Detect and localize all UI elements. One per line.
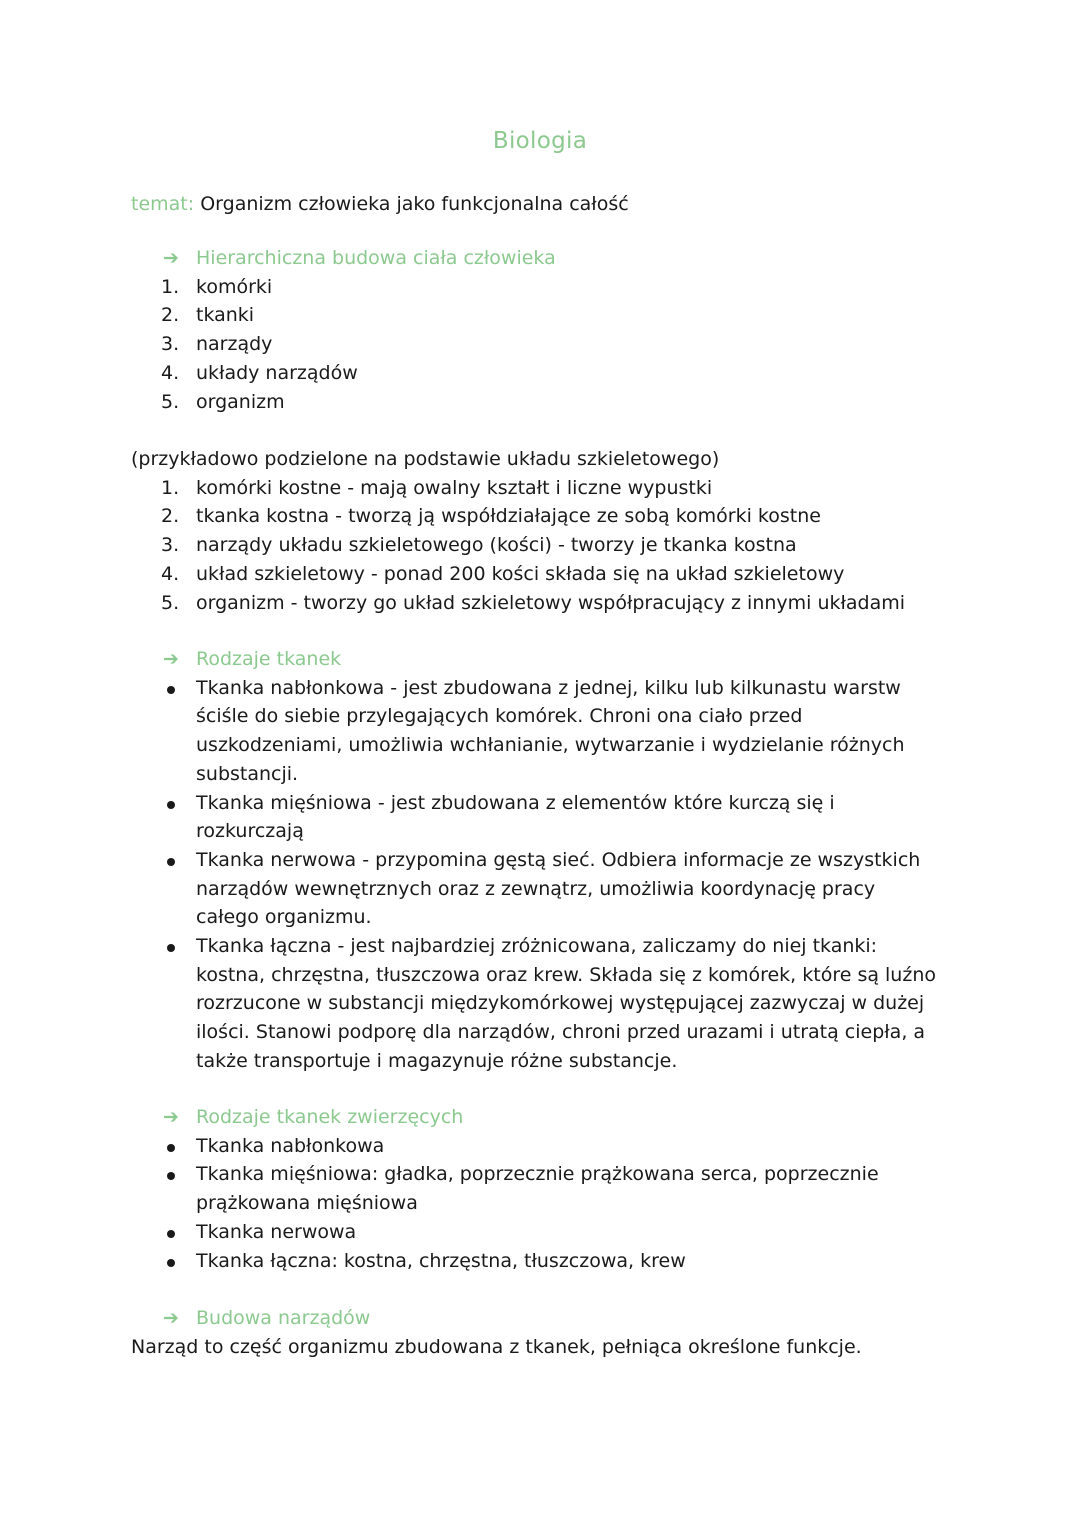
page-title: Biologia xyxy=(492,128,588,154)
bullet-continuation: kostna, chrzęstna, tłuszczowa oraz krew. Składa się z komórek, które są luźno xyxy=(196,963,936,986)
bullet-dot-icon xyxy=(167,686,175,694)
bullet-continuation: rozkurczają xyxy=(196,820,304,843)
bullet-dot-icon xyxy=(167,1230,175,1238)
topic-label: temat: xyxy=(131,193,195,215)
bullet-continuation: ilości. Stanowi podporę dla narządów, chroni przed urazami i utratą ciepła, a xyxy=(196,1021,926,1044)
bullet-item: Tkanka mięśniowa - jest zbudowana z elementów które kurczą się i xyxy=(0,789,1080,818)
bullet-dot-icon xyxy=(167,801,175,809)
bullet-continuation: uszkodzeniami, umożliwia wchłanianie, wytwarzanie i wydzielanie różnych xyxy=(196,734,905,757)
section-heading: ➔ Budowa narządów xyxy=(0,1304,1080,1333)
section-skeletal-example xyxy=(0,445,1080,617)
bullet-continuation: substancji. xyxy=(196,762,299,785)
list-item: 1. komórki xyxy=(161,275,273,298)
bullet-item: Tkanka nabłonkowa - jest zbudowana z jednej, kilku lub kilkunastu warstw xyxy=(0,674,1080,703)
list-item: 4. układy narządów xyxy=(161,361,358,384)
list-item: 5. organizm - tworzy go układ szkieletowy współpracujący z innymi układami xyxy=(161,591,906,614)
bullet-continuation: rozrzucone w substancji międzykomórkowej występującej zazwyczaj w dużej xyxy=(196,992,925,1015)
section-hierarchy xyxy=(0,244,1080,416)
bullet-item: Tkanka nerwowa - przypomina gęstą sieć. Odbiera informacje ze wszystkich xyxy=(0,846,1080,875)
section-heading: ➔ Hierarchiczna budowa ciała człowieka xyxy=(0,244,1080,273)
bullet-item: Tkanka łączna: kostna, chrzęstna, tłuszczowa, krew xyxy=(0,1247,1080,1276)
list-item: 1. komórki kostne - mają owalny kształt i liczne wypustki xyxy=(161,476,713,499)
list-item: 3. narządy układu szkieletowego (kości) - tworzy je tkanka kostna xyxy=(161,534,797,557)
bullet-dot-icon xyxy=(167,944,175,952)
topic-line xyxy=(131,190,629,218)
bullet-item: Tkanka łączna - jest najbardziej zróżnicowana, zaliczamy do niej tkanki: xyxy=(0,932,1080,961)
bullet-continuation: całego organizmu. xyxy=(196,906,372,929)
section-organ-structure xyxy=(0,1304,1080,1361)
bullet-continuation: ściśle do siebie przylegających komórek. Chroni ona ciało przed xyxy=(196,705,803,728)
section-heading: ➔ Rodzaje tkanek xyxy=(0,645,1080,674)
bullet-item: Tkanka nerwowa xyxy=(0,1218,1080,1247)
list-item: 2. tkanki xyxy=(161,304,255,327)
right-arrow-icon: ➔ xyxy=(163,1307,179,1329)
list-item: 5. organizm xyxy=(161,390,285,413)
section-tissue-types xyxy=(0,645,1080,1076)
bullet-dot-icon xyxy=(167,858,175,866)
topic-text: Organizm człowieka jako funkcjonalna całość xyxy=(200,193,629,215)
paragraph: Narząd to część organizmu zbudowana z tkanek, pełniąca określone funkcje. xyxy=(131,1335,862,1358)
right-arrow-icon: ➔ xyxy=(163,1106,179,1128)
list-item: 3. narządy xyxy=(161,333,273,356)
bullet-continuation: prążkowana mięśniowa xyxy=(196,1192,418,1215)
section-heading: ➔ Rodzaje tkanek zwierzęcych xyxy=(0,1103,1080,1132)
bullet-dot-icon xyxy=(167,1172,175,1180)
bullet-item: Tkanka mięśniowa: gładka, poprzecznie prążkowana serca, poprzecznie xyxy=(0,1160,1080,1189)
bullet-continuation: także transportuje i magazynuje różne substancje. xyxy=(196,1049,678,1072)
bullet-dot-icon xyxy=(167,1144,175,1152)
section-animal-tissues xyxy=(0,1103,1080,1275)
right-arrow-icon: ➔ xyxy=(163,247,179,269)
right-arrow-icon: ➔ xyxy=(163,648,179,670)
bullet-continuation: narządów wewnętrznych oraz z zewnątrz, umożliwia koordynację pracy xyxy=(196,877,876,900)
list-item: 2. tkanka kostna - tworzą ją współdziałające ze sobą komórki kostne xyxy=(161,505,821,528)
section-intro: (przykładowo podzielone na podstawie układu szkieletowego) xyxy=(131,448,720,470)
bullet-dot-icon xyxy=(167,1259,175,1267)
bullet-item: Tkanka nabłonkowa xyxy=(0,1132,1080,1161)
list-item: 4. układ szkieletowy - ponad 200 kości składa się na układ szkieletowy xyxy=(161,562,845,585)
